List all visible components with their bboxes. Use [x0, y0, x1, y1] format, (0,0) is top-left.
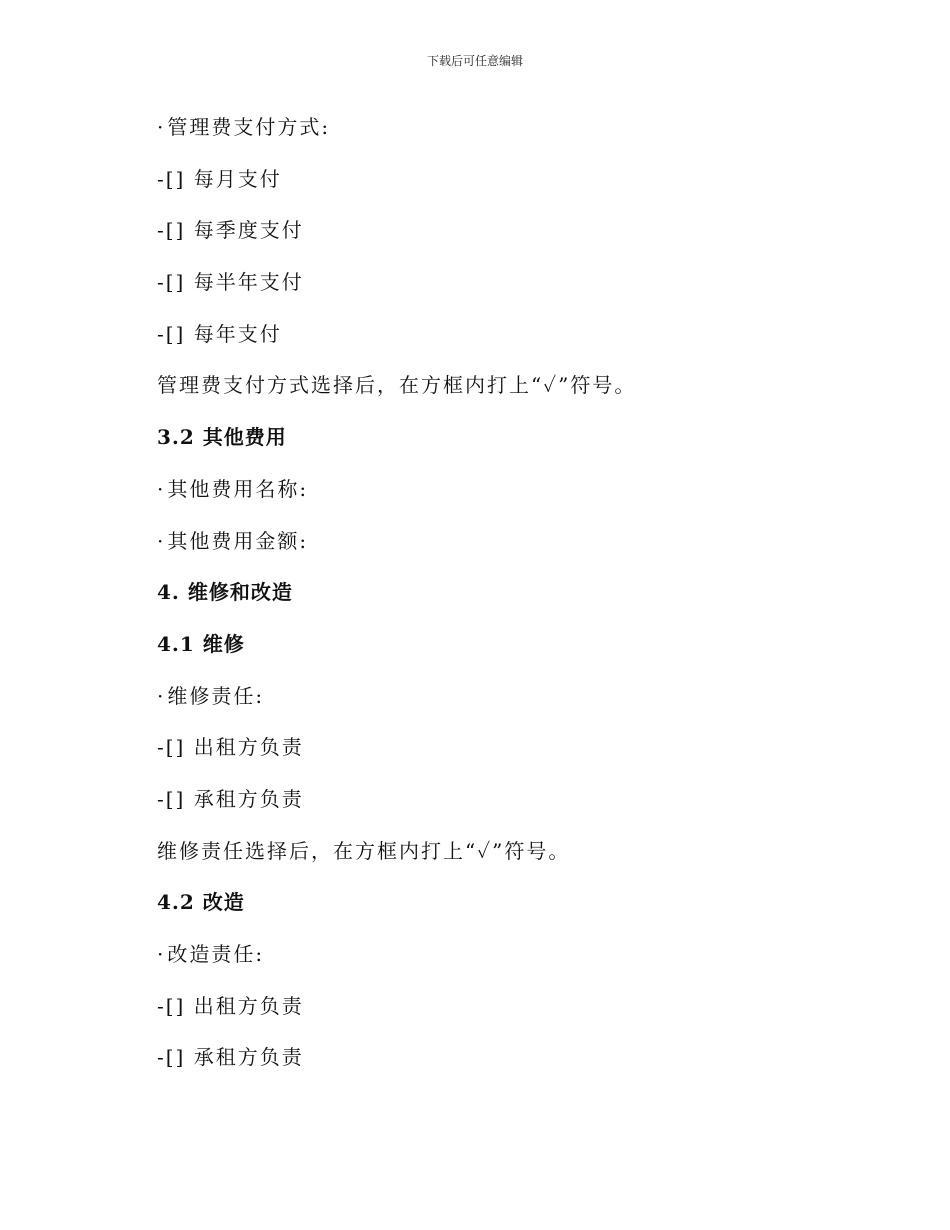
option-repair-lessee: -[] 承租方负责 [157, 786, 304, 811]
option-renovation-lessor: -[] 出租方负责 [157, 993, 304, 1018]
option-monthly-payment: -[] 每月支付 [157, 166, 282, 191]
option-semiannual-payment: -[] 每半年支付 [157, 270, 304, 295]
section-heading-4: 4. 维修和改造 [157, 580, 293, 605]
option-repair-lessor: -[] 出租方负责 [157, 735, 304, 760]
option-annual-payment: -[] 每年支付 [157, 321, 282, 346]
page-header: 下载后可任意编辑 [426, 54, 523, 68]
payment-instruction: 管理费支付方式选择后，在方框内打上“✓”符号。 [157, 373, 637, 398]
option-quarterly-payment: -[] 每季度支付 [157, 218, 304, 243]
document-body [157, 110, 857, 1092]
renovation-responsibility-label: · 改造责任: [157, 937, 857, 989]
option-renovation-lessee: -[] 承租方负责 [157, 1045, 304, 1070]
other-fee-name-label: · 其他费用名称: [157, 472, 857, 524]
section-heading-3-2: 3.2 其他费用 [157, 425, 287, 450]
section-heading-4-2: 4.2 改造 [157, 890, 245, 915]
management-fee-payment-label: · 管理费支付方式: [157, 110, 857, 162]
repair-responsibility-label: · 维修责任: [157, 679, 857, 731]
repair-instruction: 维修责任选择后，在方框内打上“✓”符号。 [157, 838, 571, 863]
section-heading-4-1: 4.1 维修 [157, 631, 245, 656]
other-fee-amount-label: · 其他费用金额: [157, 524, 857, 576]
